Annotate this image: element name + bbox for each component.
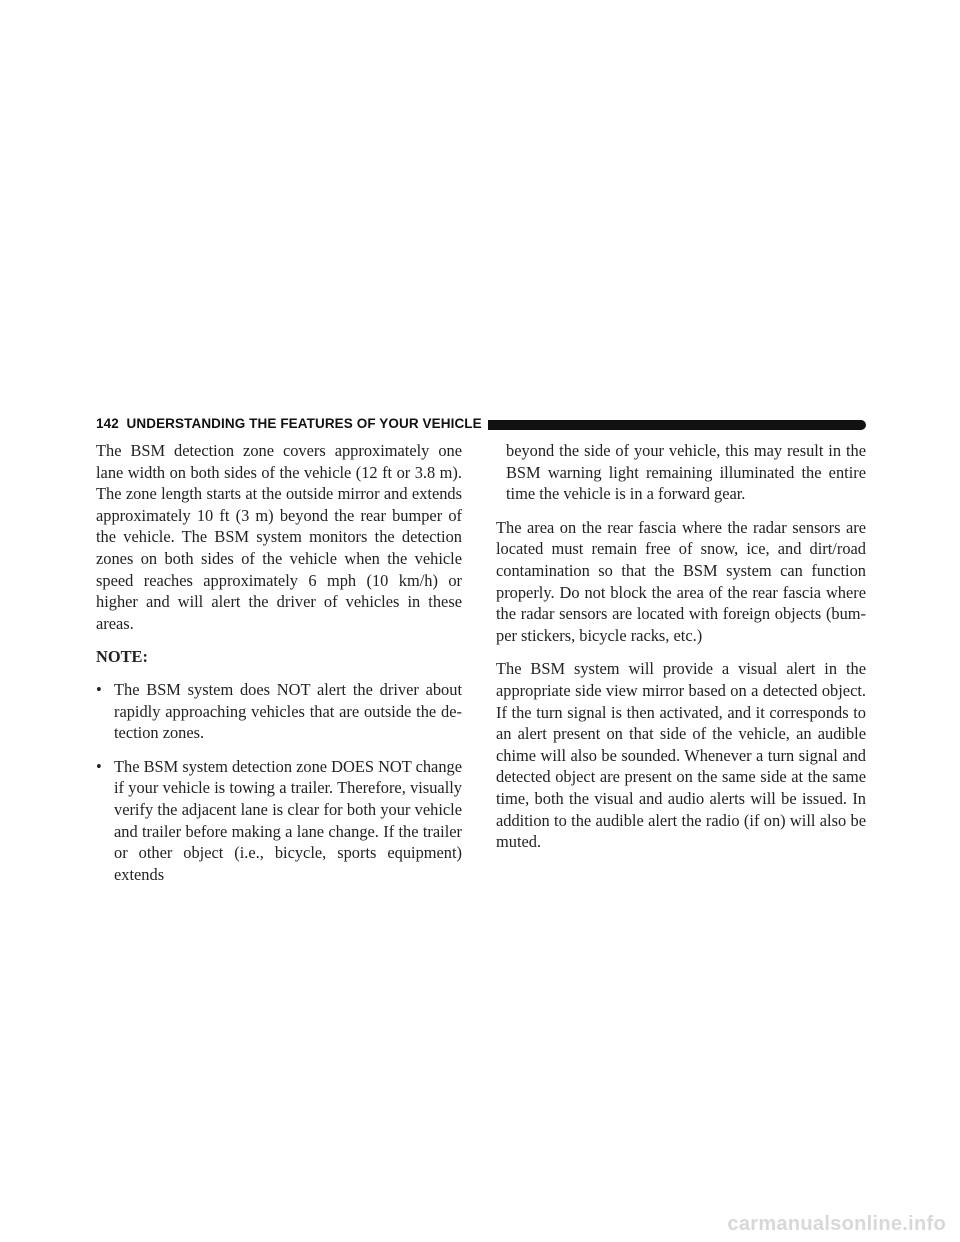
bullet-symbol: •: [96, 679, 102, 699]
bullet-continuation: beyond the side of your vehicle, this may result in the BSM warning light remaining illuminated the entire time the vehicle is in a forward gear.: [506, 441, 866, 504]
rear-fascia-paragraph: The area on the rear fascia where the radar sensors are located must remain free of snow, ice, and dirt/road contamination so that the BSM system can function properly. Do not block the area of the rear fascia where the radar sensors are located with foreign objects (bum-per stickers, bicycle racks, etc.): [496, 517, 866, 645]
page-header: [96, 418, 866, 432]
list-item: [96, 679, 462, 744]
bullet-symbol: •: [96, 756, 102, 776]
note-label: NOTE:: [96, 647, 148, 667]
page-number: 142: [96, 416, 119, 431]
note-bullet-list: [96, 679, 462, 885]
header-rule-bar: [446, 420, 866, 430]
watermark-text: carmanualsonline.info: [727, 1213, 946, 1235]
header-text: [96, 416, 488, 431]
list-item: [96, 756, 462, 886]
left-column: [96, 440, 462, 897]
visual-alert-paragraph: The BSM system will provide a visual alert in the appropriate side view mirror based on a detected object. If the turn signal is then activated, and it corresponds to an alert present on that side of the vehicle, an audible chime will also be sounded. Whenever a turn signal and detected object are present on the same side at the same time, both the visual and audio alerts will be issued. In addition to the audible alert the radio (if on) will also be muted.: [496, 659, 866, 852]
bullet-text: The BSM system detection zone DOES NOT change if your vehicle is towing a trailer. Therefore, visually verify the adjacent lane is clear for both your vehicle and trailer before making a lane change. If the trailer or other object (i.e., bicycle, sports equipment) extends: [114, 756, 462, 884]
right-column: [496, 440, 866, 865]
bsm-zone-paragraph: The BSM detection zone covers approximately one lane width on both sides of the vehicle (12 ft or 3.8 m). The zone length starts at the outside mirror and extends approximately 10 ft (3 m) beyond the rear bumper of the vehicle. The BSM system monitors the detection zones on both sides of the vehicle when the vehicle speed reaches approximately 6 mph (10 km/h) or higher and will alert the driver of vehicles in these areas.: [96, 441, 462, 633]
section-title: UNDERSTANDING THE FEATURES OF YOUR VEHICLE: [126, 416, 482, 431]
bullet-text: The BSM system does NOT alert the driver about rapidly approaching vehicles that are outside the de-tection zones.: [114, 679, 462, 743]
